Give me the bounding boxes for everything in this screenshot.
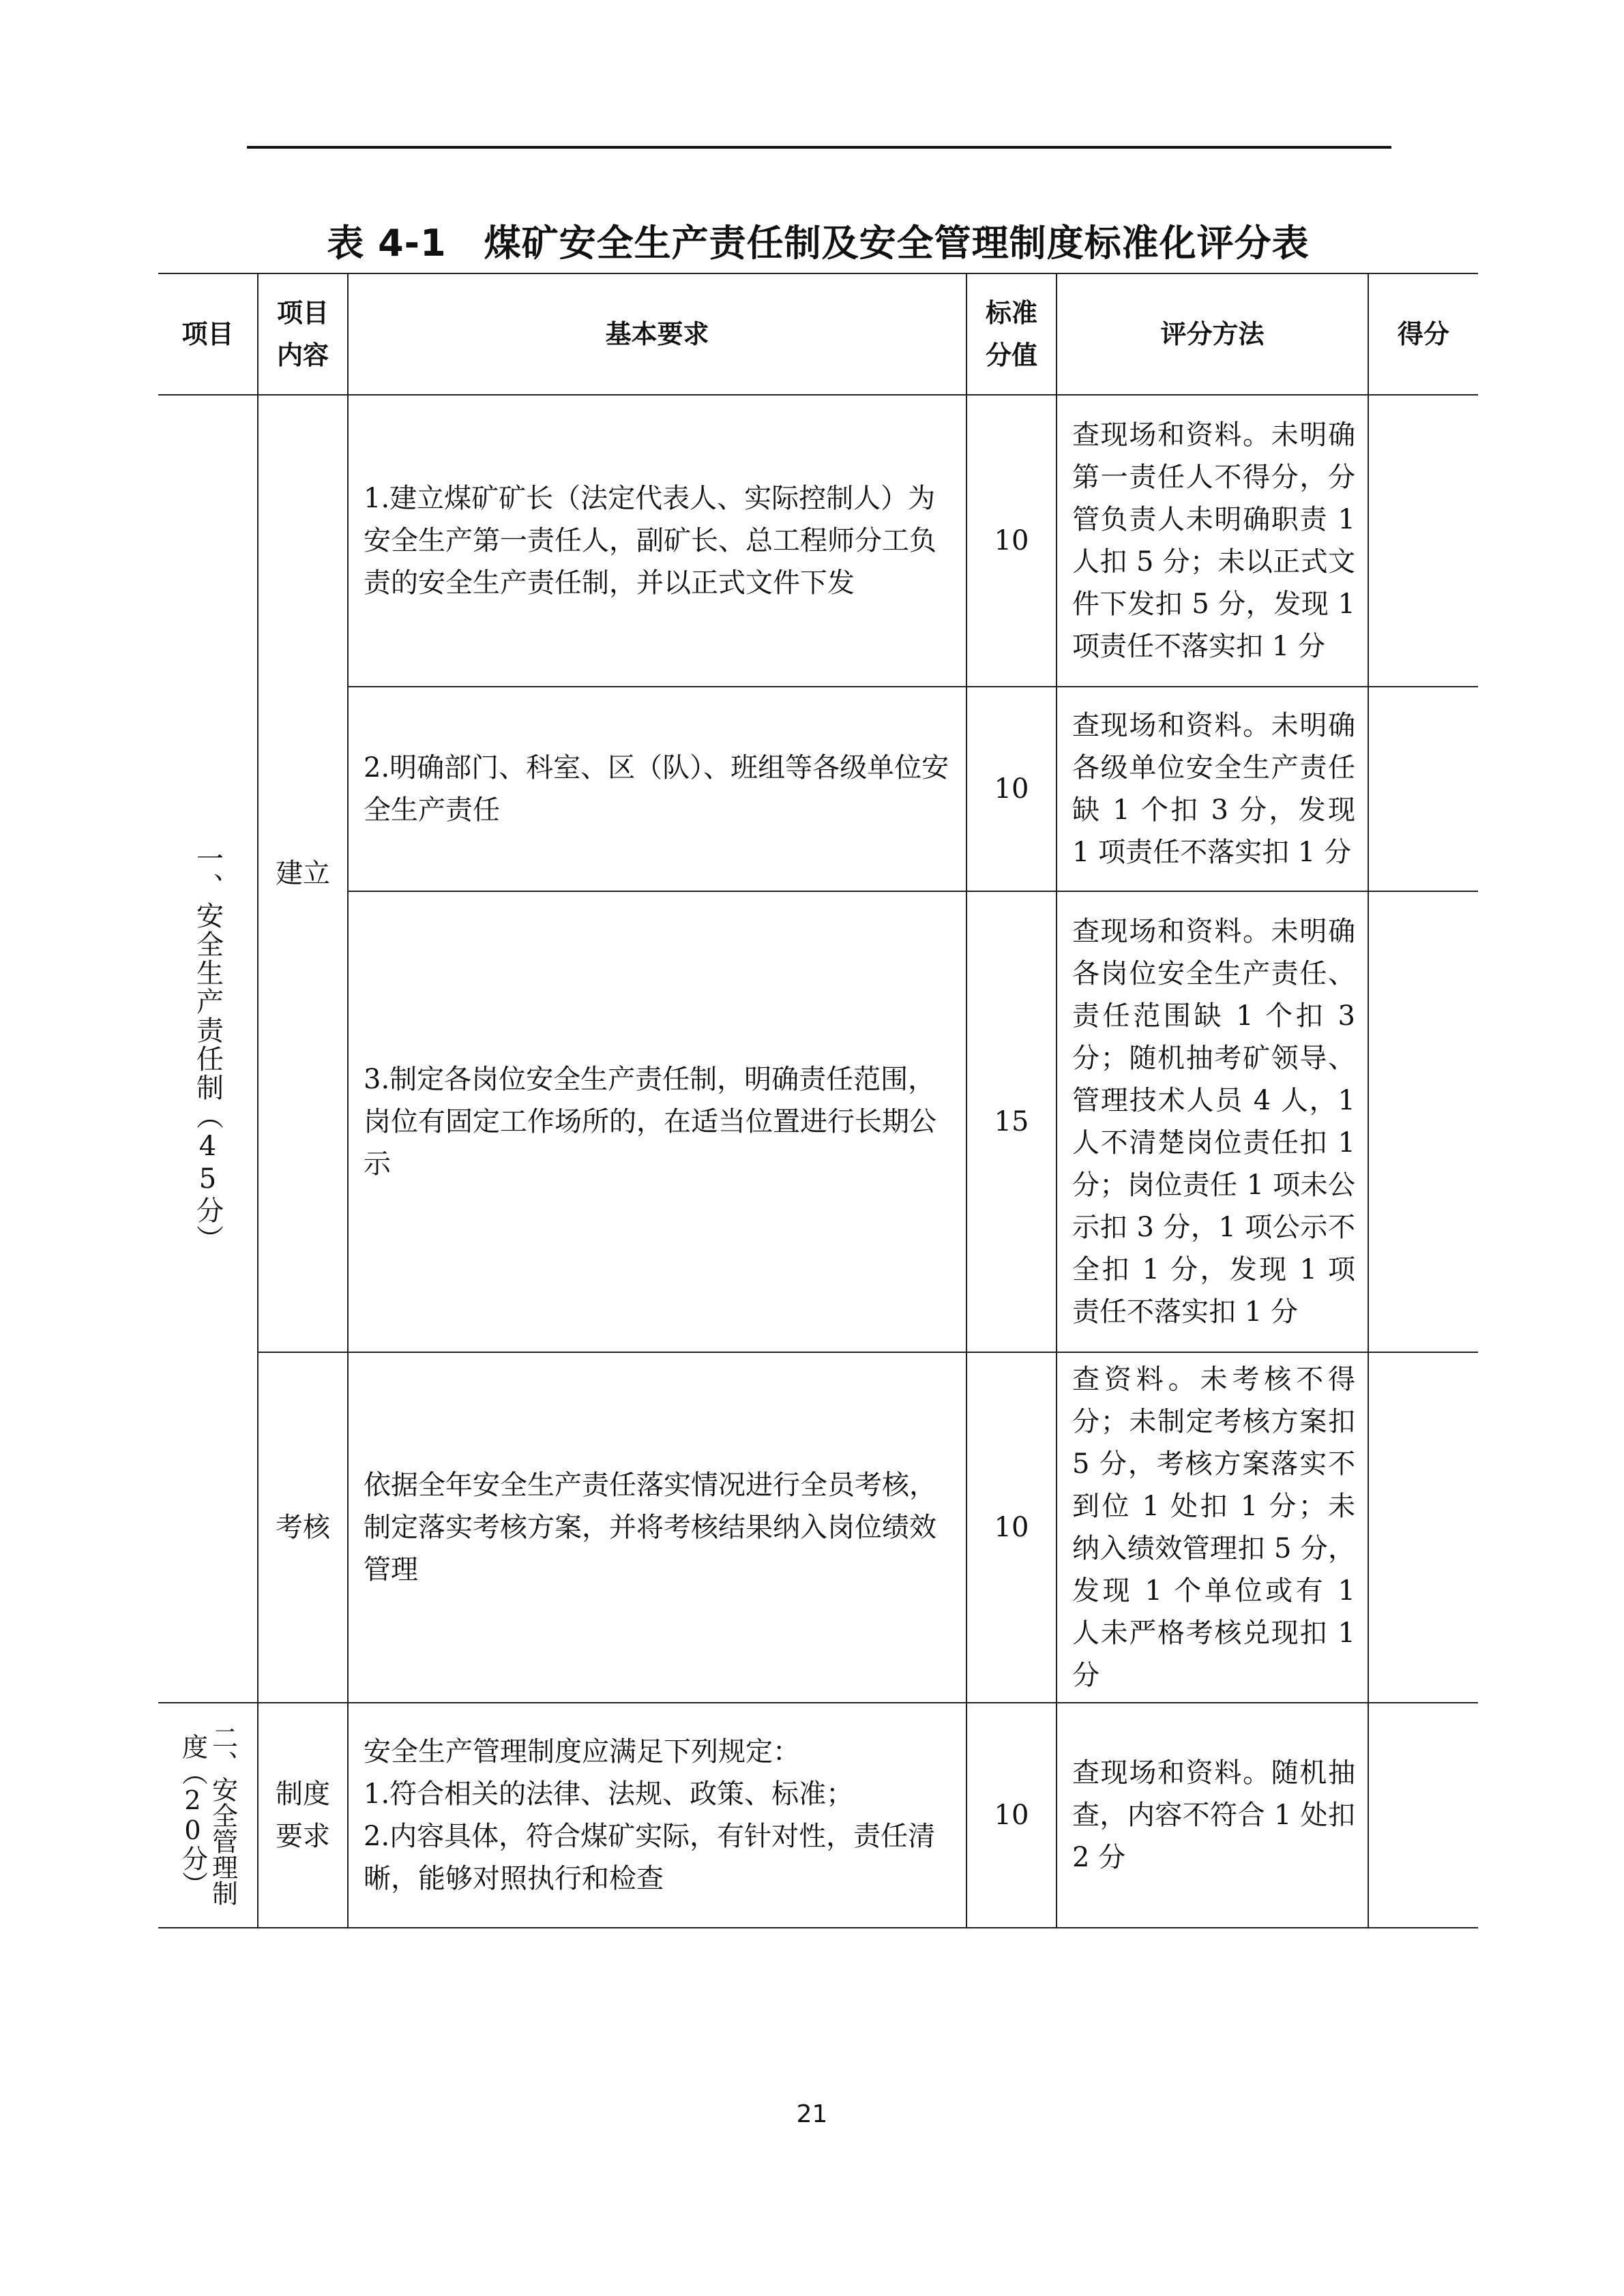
scoring-table: [158, 273, 1478, 1928]
section1-label: 一、安全生产责任制（45分）: [192, 844, 224, 1253]
table-row: [158, 1703, 1478, 1928]
requirement-cell: 1.建立煤矿矿长（法定代表人、实际控制人）为安全生产第一责任人，副矿长、总工程师分工负责的安全生产责任制，并以正式文件下发: [348, 395, 966, 687]
method-cell: 查资料。未考核不得分；未制定考核方案扣 5 分，考核方案落实不到位 1 处扣 1 分；未纳入绩效管理扣 5 分，发现 1 个单位或有 1 人未严格考核兑现扣 1 分: [1057, 1352, 1368, 1703]
table-row: [158, 891, 1478, 1352]
method-cell: 查现场和资料。未明确各岗位安全生产责任、责任范围缺 1 个扣 3 分；随机抽考矿领导、管理技术人员 4 人，1 人不清楚岗位责任扣 1 分；岗位责任 1 项未公示扣 3 分，1 项公示不全扣 1 分，发现 1 项责任不落实扣 1 分: [1057, 891, 1368, 1352]
header-got: 得分: [1368, 273, 1478, 395]
header-item: 项目: [158, 273, 258, 395]
score-cell: 10: [966, 395, 1057, 687]
header-rule: [247, 146, 1391, 149]
got-cell[interactable]: [1368, 395, 1478, 687]
got-cell[interactable]: [1368, 1703, 1478, 1928]
got-cell[interactable]: [1368, 891, 1478, 1352]
section2-label-cell: [158, 1703, 258, 1928]
group-establish: 建立: [258, 395, 348, 1352]
table-row: [158, 687, 1478, 891]
table-row: [158, 395, 1478, 687]
table-row: [158, 1352, 1478, 1703]
method-cell: 查现场和资料。未明确第一责任人不得分，分管负责人未明确职责 1 人扣 5 分；未以正式文件下发扣 5 分，发现 1 项责任不落实扣 1 分: [1057, 395, 1368, 687]
method-cell: 查现场和资料。未明确各级单位安全生产责任缺 1 个扣 3 分，发现 1 项责任不落实扣 1 分: [1057, 687, 1368, 891]
header-score: 标准分值: [966, 273, 1057, 395]
got-cell[interactable]: [1368, 687, 1478, 891]
requirement-cell: 2.明确部门、科室、区（队）、班组等各级单位安全生产责任: [348, 687, 966, 891]
got-cell[interactable]: [1368, 1352, 1478, 1703]
header-method: 评分方法: [1057, 273, 1368, 395]
method-cell: 查现场和资料。随机抽查，内容不符合 1 处扣 2 分: [1057, 1703, 1368, 1928]
score-cell: 10: [966, 1703, 1057, 1928]
table-title: 表 4-1 煤矿安全生产责任制及安全管理制度标准化评分表: [327, 222, 1310, 265]
requirement-cell: 3.制定各岗位安全生产责任制，明确责任范围，岗位有固定工作场所的，在适当位置进行长期公示: [348, 891, 966, 1352]
score-cell: 15: [966, 891, 1057, 1352]
page-number: 21: [796, 2100, 828, 2128]
header-requirement: 基本要求: [348, 273, 966, 395]
group-assess: 考核: [258, 1352, 348, 1703]
score-cell: 10: [966, 1352, 1057, 1703]
header-content: 项目内容: [258, 273, 348, 395]
score-cell: 10: [966, 687, 1057, 891]
table-header-row: [158, 273, 1478, 395]
requirement-cell: 依据全年安全生产责任落实情况进行全员考核，制定落实考核方案，并将考核结果纳入岗位绩效管理: [348, 1352, 966, 1703]
requirement-cell: 安全生产管理制度应满足下列规定： 1.符合相关的法律、法规、政策、标准； 2.内容具体，符合煤矿实际，有针对性，责任清晰，能够对照执行和检查: [348, 1703, 966, 1928]
group-system-requirement: 制度要求: [258, 1703, 348, 1928]
section2-label: 二、安全管理制度（20分）: [177, 1725, 238, 1906]
section1-label-cell: [158, 395, 258, 1703]
